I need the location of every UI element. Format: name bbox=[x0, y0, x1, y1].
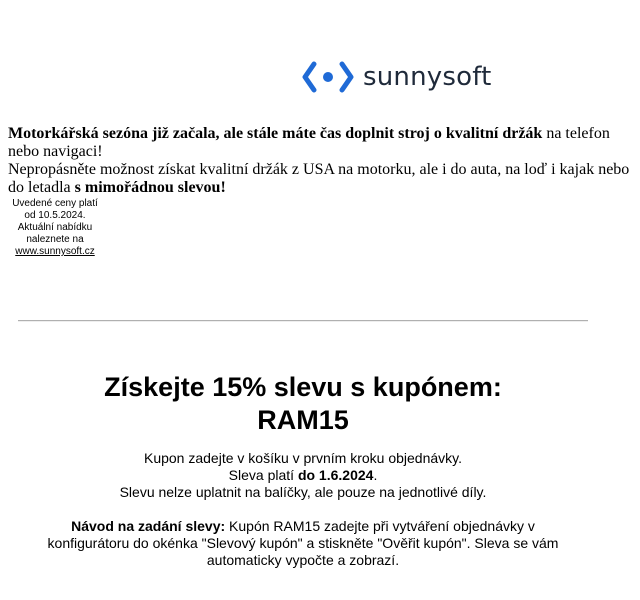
intro-paragraph-2 bbox=[8, 161, 634, 197]
coupon-info bbox=[0, 450, 606, 501]
info-line-2 bbox=[0, 467, 606, 484]
info-line-1: Kupon zadejte v košíku v prvním kroku objednávky. bbox=[143, 450, 462, 466]
intro-paragraph-1 bbox=[8, 125, 634, 161]
sunnysoft-logo[interactable] bbox=[302, 60, 492, 94]
info-line-3: Slevu nelze uplatnit na balíčky, ale pouze na jednotlivé díly. bbox=[119, 484, 487, 500]
promo-headline bbox=[0, 371, 606, 437]
validity-label: Sleva platí bbox=[228, 467, 298, 483]
section-divider bbox=[18, 320, 588, 322]
coupon-code: RAM15 bbox=[257, 405, 349, 435]
validity-period: . bbox=[373, 467, 378, 483]
intro-text bbox=[8, 125, 634, 197]
sunnysoft-logo-icon bbox=[302, 60, 354, 94]
intro-lead-rest: na telefon nebo navigaci! bbox=[8, 125, 610, 160]
intro-offer-text: Nepropásněte možnost získat kvalitní držák z USA na motorku, ale i do auta, na loď i kajak nebo do letadla bbox=[8, 161, 630, 196]
guide-label: Návod na zadání slevy: bbox=[71, 518, 226, 534]
logo-text: sunnysoft bbox=[363, 62, 492, 92]
intro-offer-bold: mimořádnou slevou! bbox=[84, 179, 226, 196]
sunnysoft-link[interactable]: www.sunnysoft.cz bbox=[15, 246, 95, 257]
price-validity-note bbox=[8, 198, 102, 258]
coupon-guide bbox=[0, 518, 606, 569]
headline-line-1: Získejte 15% slevu s kupónem: bbox=[104, 372, 502, 402]
guide-text: Kupón RAM15 zadejte při vytváření objednávky v konfigurátoru do okénka "Slevový kupón" a stiskněte "Ověřit kupón". Sleva se vám automaticky vypočte a zobrazí. bbox=[47, 518, 559, 568]
note-line-3: Aktuální nabídku bbox=[17, 222, 93, 233]
validity-date: do 1.6.2024 bbox=[297, 467, 374, 483]
guide-paragraph bbox=[33, 518, 573, 569]
note-line-4: naleznete na bbox=[26, 234, 84, 245]
note-line-2: od 10.5.2024. bbox=[24, 210, 86, 221]
intro-offer-s: s bbox=[74, 179, 85, 196]
note-line-1: Uvedené ceny platí bbox=[12, 198, 98, 209]
intro-bold-lead: Motorkářská sezóna již začala, ale stále máte čas doplnit stroj o kvalitní držák bbox=[8, 125, 543, 142]
